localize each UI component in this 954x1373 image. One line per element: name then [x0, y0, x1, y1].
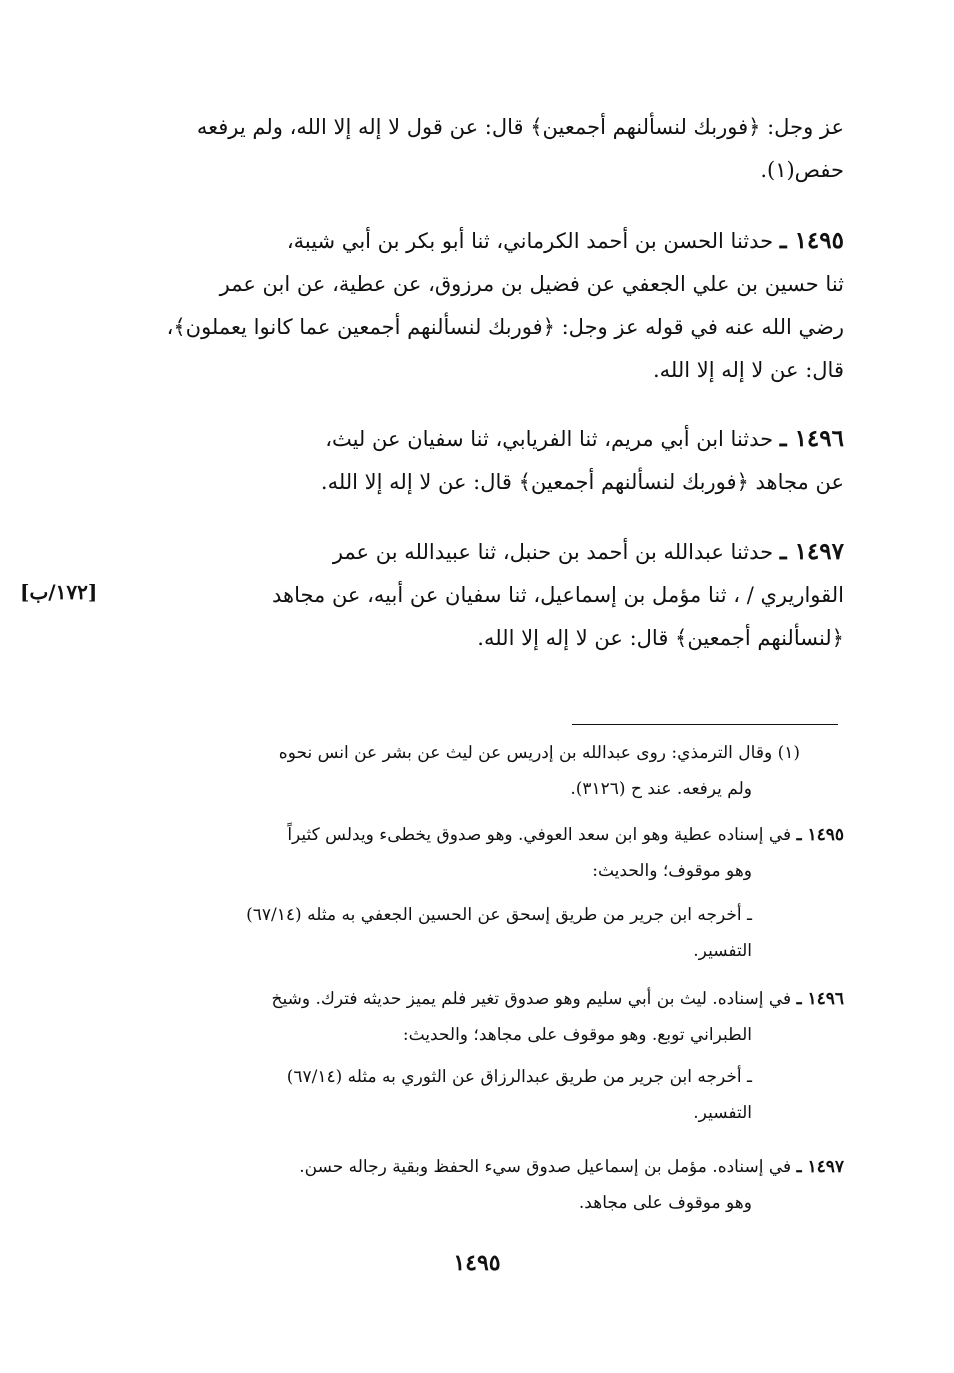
- main-text-line: حفص(١).: [760, 158, 844, 182]
- hadith-number: ١٤٩٦ ـ: [779, 425, 844, 452]
- footnote-number: ١٤٩٧ ـ: [796, 1157, 844, 1177]
- hadith-1497-line: [144, 537, 844, 567]
- footnote-number: ١٤٩٥ ـ: [796, 825, 844, 845]
- hadith-text: حدثنا عبدالله بن أحمد بن حنبل، ثنا عبيدالله بن عمر: [332, 540, 774, 564]
- footnote-separator: [572, 724, 838, 725]
- hadith-text: حدثنا الحسن بن أحمد الكرماني، ثنا أبو بكر بن أبي شيبة،: [286, 229, 774, 253]
- hadith-1496-line: [144, 424, 844, 454]
- footnote-1496-line: [144, 986, 844, 1012]
- footnote-1497-line: [144, 1154, 844, 1180]
- footnote-line: ـ أخرجه ابن جرير من طريق عبدالرزاق عن الثوري به مثله (٦٧/١٤): [286, 1067, 752, 1087]
- footnote-line: ولم يرفعه. عند ح (٣١٢٦).: [570, 779, 752, 799]
- main-text-line: عن مجاهد ﴿فوربك لنسألنهم أجمعين﴾ قال: عن لا إله إلا الله.: [320, 470, 844, 494]
- footnote-line: ـ أخرجه ابن جرير من طريق إسحق عن الحسين الجعفي به مثله (٦٧/١٤): [246, 905, 752, 925]
- footnote-line: التفسير.: [693, 1103, 752, 1123]
- footnote-1495-line: [144, 822, 844, 848]
- footnote-text: في إسناده. مؤمل بن إسماعيل صدوق سيء الحفظ وبقية رجاله حسن.: [299, 1157, 792, 1177]
- footnote-line: وهو موقوف على مجاهد.: [578, 1193, 752, 1213]
- hadith-text: حدثنا ابن أبي مريم، ثنا الفريابي، ثنا سفيان عن ليث،: [325, 427, 774, 451]
- main-text-line: القواريري / ، ثنا مؤمل بن إسماعيل، ثنا سفيان عن أبيه، عن مجاهد: [271, 583, 844, 607]
- main-text-line: ثنا حسين بن علي الجعفي عن فضيل بن مرزوق، عن عطية، عن ابن عمر: [219, 272, 844, 296]
- page-number: ١٤٩٥: [453, 1250, 501, 1276]
- footnote-text: في إسناده عطية وهو ابن سعد العوفي. وهو صدوق يخطىء ويدلس كثيراً: [287, 825, 792, 845]
- main-text-line: ﴿لنسألنهم أجمعين﴾ قال: عن لا إله إلا الله.: [477, 626, 844, 650]
- main-text-line: رضي الله عنه في قوله عز وجل: ﴿فوربك لنسألنهم أجمعين عما كانوا يعملون﴾،: [166, 315, 844, 339]
- footnote-line: التفسير.: [693, 941, 752, 961]
- footnote-line: وهو موقوف؛ والحديث:: [592, 861, 752, 881]
- main-text-line: عز وجل: ﴿فوربك لنسألنهم أجمعين﴾ قال: عن قول لا إله إلا الله، ولم يرفعه: [196, 115, 844, 139]
- hadith-1495-line: [144, 226, 844, 256]
- footnote-line: الطبراني توبع. وهو موقوف على مجاهد؛ والحديث:: [402, 1025, 752, 1045]
- footnote-line: (١) وقال الترمذي: روى عبدالله بن إدريس عن ليث عن بشر عن انس نحوه: [278, 743, 800, 763]
- footnote-text: في إسناده. ليث بن أبي سليم وهو صدوق تغير فلم يميز حديثه فترك. وشيخ: [271, 989, 792, 1009]
- manuscript-folio-ref: [١٧٢/ب]: [20, 580, 98, 604]
- hadith-number: ١٤٩٧ ـ: [779, 538, 844, 565]
- hadith-number: ١٤٩٥ ـ: [779, 227, 844, 254]
- footnote-number: ١٤٩٦ ـ: [796, 989, 844, 1009]
- main-text-line: قال: عن لا إله إلا الله.: [652, 358, 844, 382]
